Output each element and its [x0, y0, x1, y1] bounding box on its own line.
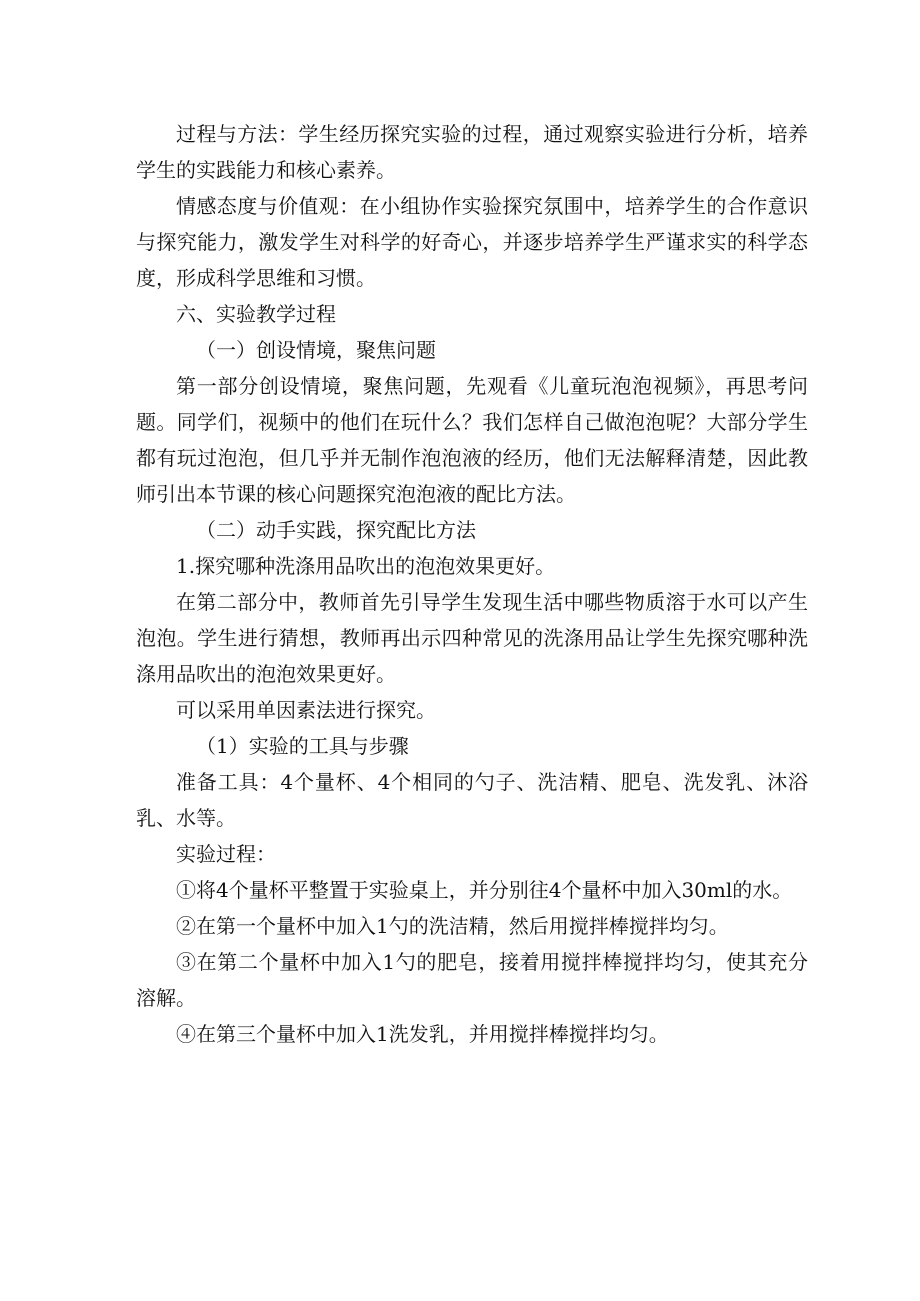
subheading-tools-steps: （1）实验的工具与步骤 [196, 734, 409, 758]
paragraph-process-label: 实验过程： [176, 842, 276, 866]
paragraph-tools: 准备工具：4个量杯、4个相同的勺子、洗洁精、肥皂、洗发乳、沐浴乳、水等。 [136, 770, 808, 830]
paragraph-part-one: 第一部分创设情境，聚焦问题，先观看《儿童玩泡泡视频》，再思考问题。同学们，视频中的他们在玩什么？我们怎样自己做泡泡呢？大部分学生都有玩过泡泡，但几乎并无制作泡泡液的经历，他们无法解释清楚，因此教师引出本节课的核心问题探究泡泡液的配比方法。 [136, 374, 808, 506]
step-3: ③在第二个量杯中加入1勺的肥皂，接着用搅拌棒搅拌均匀，使其充分溶解。 [136, 950, 808, 1010]
subsection-heading-2: （二）动手实践，探究配比方法 [196, 518, 476, 542]
paragraph-part-two: 在第二部分中，教师首先引导学生发现生活中哪些物质溶于水可以产生泡泡。学生进行猜想，教师再出示四种常见的洗涤用品让学生先探究哪种洗涤用品吹出的泡泡效果更好。 [136, 590, 808, 686]
subsection-heading-1: （一）创设情境，聚焦问题 [196, 338, 436, 362]
paragraph-emotion-values: 情感态度与价值观：在小组协作实验探究氛围中，培养学生的合作意识与探究能力，激发学生对科学的好奇心，并逐步培养学生严谨求实的科学态度，形成科学思维和习惯。 [136, 194, 808, 290]
list-item-1: 1.探究哪种洗涤用品吹出的泡泡效果更好。 [176, 554, 556, 578]
paragraph-process-method: 过程与方法：学生经历探究实验的过程，通过观察实验进行分析，培养学生的实践能力和核心素养。 [136, 122, 808, 182]
step-1: ①将4个量杯平整置于实验桌上，并分别往4个量杯中加入30ml的水。 [176, 878, 793, 902]
paragraph-single-factor: 可以采用单因素法进行探究。 [176, 698, 436, 722]
step-2: ②在第一个量杯中加入1勺的洗洁精，然后用搅拌棒搅拌均匀。 [176, 914, 729, 938]
section-heading-6: 六、实验教学过程 [176, 302, 336, 326]
document-body [136, 116, 808, 1052]
step-4: ④在第三个量杯中加入1洗发乳，并用搅拌棒搅拌均匀。 [176, 1022, 669, 1046]
